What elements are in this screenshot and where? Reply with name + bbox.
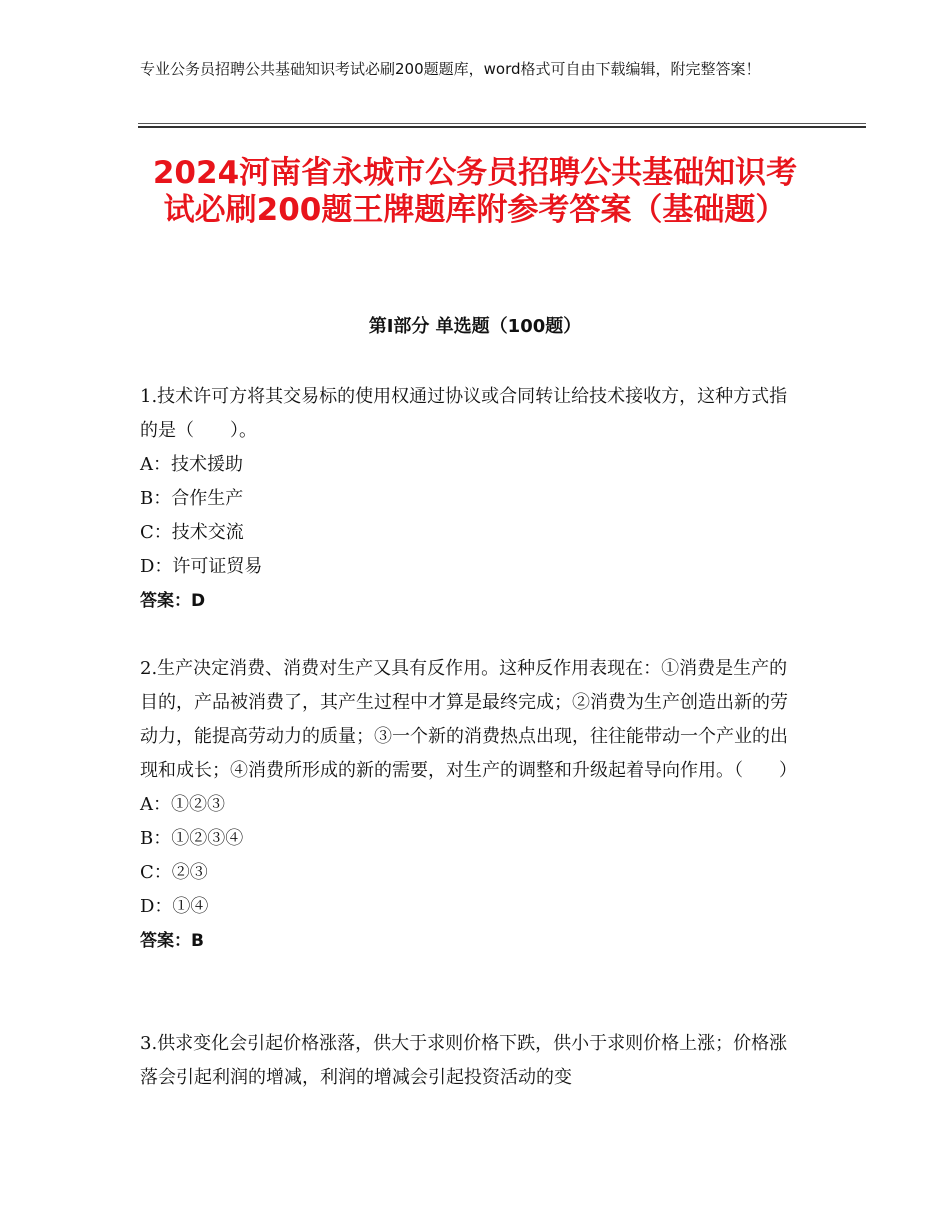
- option-b: B：①②③④: [140, 828, 244, 849]
- section-title: 第Ⅰ部分 单选题（100题）: [368, 316, 582, 337]
- question-1: [140, 380, 800, 618]
- header-divider-thin: [138, 123, 866, 124]
- question-stem: 2.生产决定消费、消费对生产又具有反作用。这种反作用表现在：①消费是生产的目的，产品被消费了，其产生过程中才算是最终完成；②消费为生产创造出新的劳动力，能提高劳动力的质量；③一个新的消费热点出现，往往能带动一个产业的出现和成长；④消费所形成的新的需要，对生产的调整和升级起着导向作用。（ ）: [140, 658, 797, 781]
- question-2: [140, 652, 800, 958]
- option-b: B：合作生产: [140, 488, 244, 509]
- option-c: C：②③: [140, 862, 208, 883]
- option-c: C：技术交流: [140, 522, 244, 543]
- header-divider-thick: [138, 126, 866, 128]
- option-a: A：技术援助: [140, 454, 243, 475]
- option-d: D：①④: [140, 896, 209, 917]
- question-stem: 1.技术许可方将其交易标的使用权通过协议或合同转让给技术接收方，这种方式指的是（ ）。: [140, 386, 788, 441]
- answer: 答案：B: [140, 931, 204, 951]
- document-title: 2024河南省永城市公务员招聘公共基础知识考试必刷200题王牌题库附参考答案（基础题）: [152, 155, 798, 228]
- question-3: [140, 1027, 800, 1095]
- option-a: A：①②③: [140, 794, 225, 815]
- option-d: D：许可证贸易: [140, 556, 263, 577]
- header-note: 专业公务员招聘公共基础知识考试必刷200题题库，word格式可自由下载编辑，附完整答案！: [140, 60, 761, 78]
- answer: 答案：D: [140, 591, 206, 611]
- question-stem: 3.供求变化会引起价格涨落，供大于求则价格下跌，供小于求则价格上涨；价格涨落会引起利润的增减，利润的增减会引起投资活动的变: [140, 1033, 788, 1088]
